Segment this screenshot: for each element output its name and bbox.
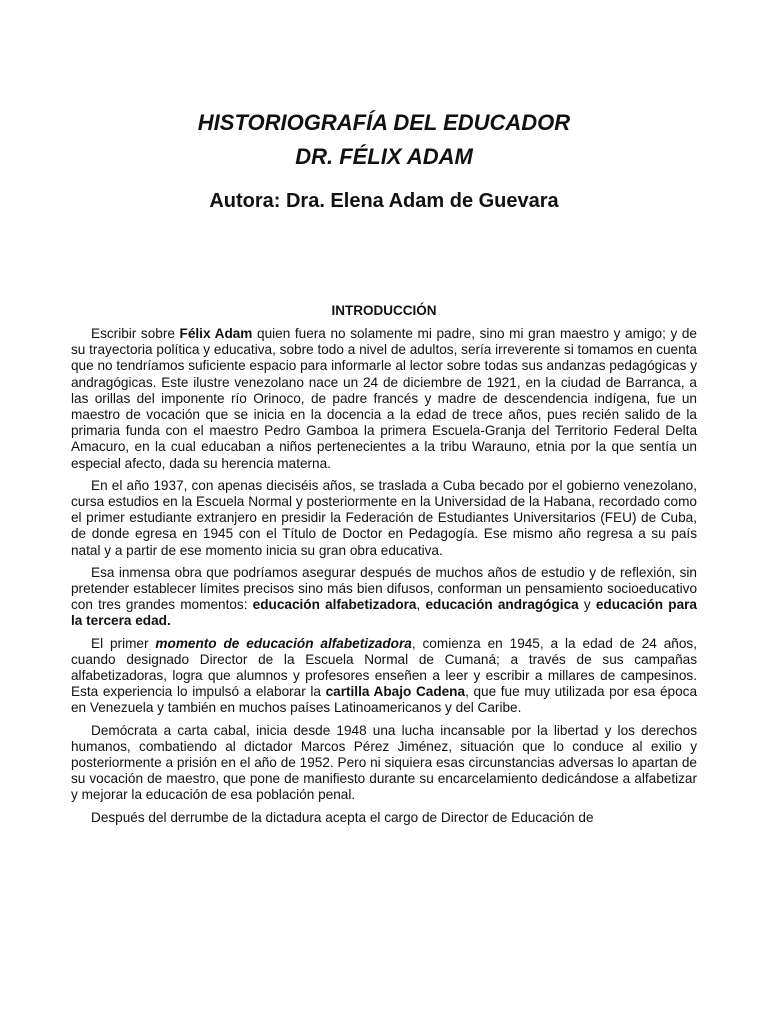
paragraph-1-text-c: quien fuera no solamente mi padre, sino mi gran maestro y amigo; y de su trayectoria política y educativa, sobre todo a nivel de adultos, sería irreverente si tomamos en cuenta que no tendríamos suficiente espacio para informarle al lector sobre todas sus andanzas pedagógicas y andragógicas. Este ilustre venezolano nace un 24 de diciembre de 1921, en la ciudad de Barranca, a las orillas del imponente río Orinoco, de padre francés y madre de descendencia indígena, fue un maestro de vocación que se inicia en la docencia a la edad de trece años, pues recién salido de la primaria funda con el maestro Pedro Gamboa la primera Escuela-Granja del Territorio Federal Delta Amacuro, en la cual educaban a niños pertenecientes a la tribu Warauno, etnia por la que sentía un especial afecto, dada su herencia materna. <box>71 326 697 471</box>
paragraph-4-bold-italic: momento de educación alfabetizadora <box>155 635 412 651</box>
document-body <box>71 326 697 832</box>
paragraph-3 <box>71 565 697 630</box>
document-title-line-1: HISTORIOGRAFÍA DEL EDUCADOR <box>197 110 571 135</box>
paragraph-4-text-e: , que fue muy utilizada por esa época en Venezuela y también en muchos países Latinoamericanos y del Caribe. <box>71 684 698 716</box>
paragraph-2-text: En el año 1937, con apenas dieciséis años, se traslada a Cuba becado por el gobierno venezolano, cursa estudios en la Escuela Normal y posteriormente en la Universidad de la Habana, recordado como el primer estudiante extranjero en presidir la Federación de Estudiantes Universitarios (FEU) de Cuba, de donde egresa en 1945 con el Título de Doctor en Pedagogía. Ese mismo año regresa a su país natal y a partir de ese momento inicia su gran obra educativa. <box>71 477 697 558</box>
paragraph-3-text-a: Esa inmensa obra que podríamos asegurar después de muchos años de estudio y de reflexión, sin pretender establecer límites precisos sino más bien difusos, conforman un pensamiento socioeducativo con tres grandes momentos: <box>71 564 697 613</box>
paragraph-4 <box>71 636 697 717</box>
paragraph-6 <box>71 810 697 826</box>
section-heading: INTRODUCCIÓN <box>331 303 437 318</box>
paragraph-4-bold: cartilla Abajo Cadena <box>325 684 466 700</box>
paragraph-1-text-a: Escribir sobre <box>91 326 180 341</box>
paragraph-3-text-c: , <box>416 597 426 613</box>
paragraph-2 <box>71 478 697 559</box>
document-author: Autora: Dra. Elena Adam de Guevara <box>209 190 559 212</box>
paragraph-4-text-c: , comienza en 1945, a la edad de 24 años, cuando designado Director de la Escuela Normal de Cumaná; a través de sus campañas alfabetizadoras, logra que alumnos y profesores enseñen a leer y escribir a millares de campesinos. Esta experiencia lo impulsó a elaborar la <box>71 635 697 700</box>
paragraph-5-text: Demócrata a carta cabal, inicia desde 1948 una lucha incansable por la libertad y los derechos humanos, combatiendo al dictador Marcos Pérez Jiménez, situación que lo conduce al exilio y posteriormente a prisión en el año de 1952. Pero ni siquiera esas circunstancias adversas lo apartan de su vocación de maestro, que pone de manifiesto durante su encarcelamiento dedicándose a alfabetizar y mejorar la educación de esa población penal. <box>71 722 697 803</box>
paragraph-1-bold-name: Félix Adam <box>179 326 253 341</box>
paragraph-5 <box>71 723 697 804</box>
paragraph-6-text: Después del derrumbe de la dictadura acepta el cargo de Director de Educación de <box>91 809 594 825</box>
paragraph-3-bold-2: educación andragógica <box>425 597 579 613</box>
paragraph-1 <box>71 326 697 472</box>
document-title-line-2: DR. FÉLIX ADAM <box>295 144 473 169</box>
paragraph-3-text-e: y <box>578 597 596 613</box>
paragraph-4-text-a: El primer <box>91 635 156 651</box>
paragraph-3-bold-3: educación para la tercera edad. <box>71 597 697 629</box>
paragraph-3-bold-1: educación alfabetizadora <box>252 597 417 613</box>
